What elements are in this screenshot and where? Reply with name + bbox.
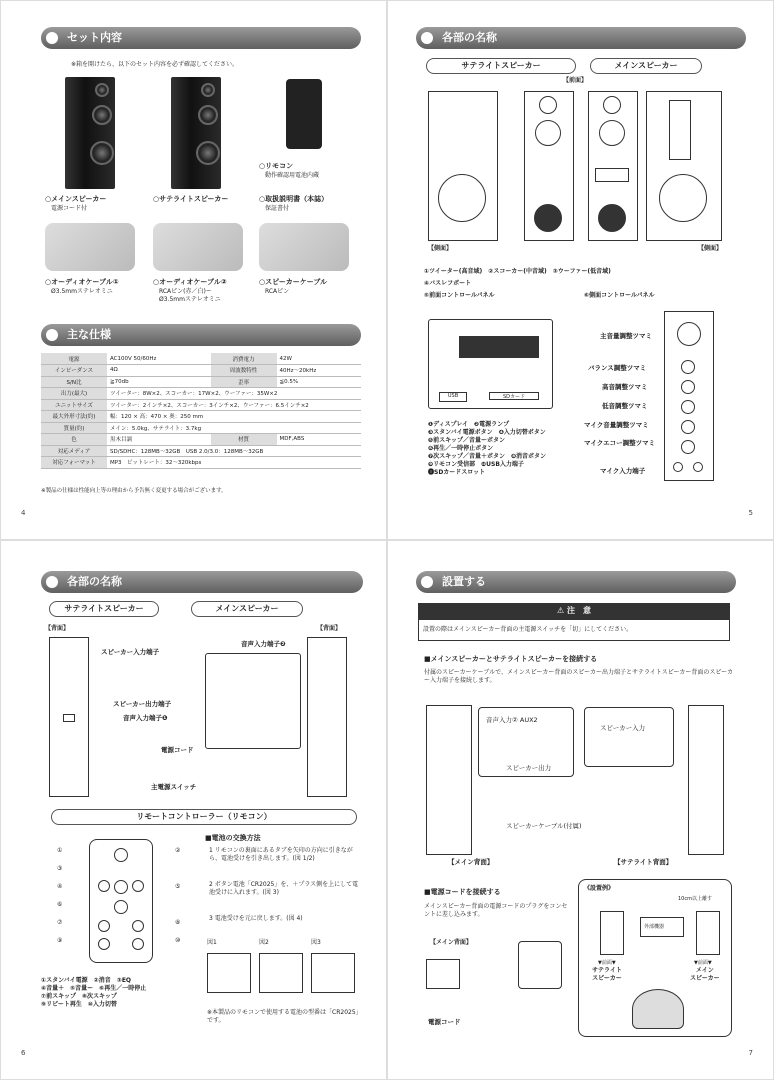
item-main-speaker-sub: 電源コード付 xyxy=(51,205,88,212)
spec-cell: ≧70db xyxy=(107,376,211,388)
fig-3-label: 図3 xyxy=(311,939,321,946)
page-number: 7 xyxy=(748,1049,753,1057)
remote-num-7: ⑦ xyxy=(57,919,63,926)
tab-satellite: サテライトスピーカー xyxy=(426,58,576,74)
satellite-speaker-image xyxy=(171,77,221,189)
example-satellite xyxy=(600,911,624,955)
power-switch-diagram xyxy=(426,959,460,989)
main-back-diagram xyxy=(307,637,347,797)
remote-diagram xyxy=(89,839,153,963)
label-back-left: 【背面】 xyxy=(45,625,70,632)
knob-label-mic-input: マイク入力端子 xyxy=(600,467,646,475)
label-main-power-switch: 主電源スイッチ xyxy=(151,783,197,791)
main-name-label: メイン スピーカー xyxy=(690,967,720,982)
tab-main: メインスピーカー xyxy=(590,58,702,74)
knob-label-main-volume: 主音量調整ツマミ xyxy=(600,332,652,340)
spec-cell: 40Hz〜20kHz xyxy=(277,365,362,377)
main-back-panel-diagram xyxy=(205,653,301,749)
fig-1-label: 図1 xyxy=(207,939,217,946)
spec-row xyxy=(41,376,361,388)
label-power-cord: 電源コード xyxy=(161,746,194,754)
spec-row xyxy=(41,457,361,469)
spec-cell: 対応メディア xyxy=(41,445,107,457)
spec-cell: ツイーター：8W×2、スコーカー：17W×2、ウーファー：35W×2 xyxy=(107,388,361,400)
knob-label-treble: 高音調整ツマミ xyxy=(602,383,648,391)
spec-cell: ツイーター：2インチ×2、スコーカー：3インチ×2、ウーファー：6.5インチ×2 xyxy=(107,399,361,411)
parts-list-3a: ⑤前面コントロールパネル xyxy=(424,292,495,299)
label-side-left: 【側面】 xyxy=(428,245,453,252)
speaker-out-label: スピーカー出力 xyxy=(506,764,552,772)
spec-cell: AC100V 50/60Hz xyxy=(107,353,211,365)
section-header-parts: 各部の名称 xyxy=(416,27,746,49)
spec-cell: ユニットサイズ xyxy=(41,399,107,411)
item-remote-sub: 動作確認用電池内蔵 xyxy=(265,172,320,179)
remote-num-8: ⑧ xyxy=(175,919,181,926)
item-audio-cable-1-sub: Ø3.5mmステレオミニ xyxy=(51,288,113,295)
spec-cell: ≦0.5% xyxy=(277,376,362,388)
sd-slot: SDカード xyxy=(489,392,539,400)
spec-cell: MP3 ビットレート：32〜320kbps xyxy=(107,457,361,469)
parts-list-1: ①ツイーター(高音域) ②スコーカー(中音域) ③ウーファー(低音域) xyxy=(424,268,611,275)
spec-cell: 色 xyxy=(41,434,107,446)
spec-cell: S/N比 xyxy=(41,376,107,388)
spec-row xyxy=(41,411,361,423)
battery-step-3: 3 電池受けを元に戻します。(図 4) xyxy=(209,915,303,922)
connect-title: ■メインスピーカーとサテライトスピーカーを接続する xyxy=(424,655,598,663)
main-back-label: 【メイン背面】 xyxy=(448,858,494,866)
label-speaker-input: スピーカー入力端子 xyxy=(101,648,160,656)
remote-num-2: ② xyxy=(175,847,181,854)
side-control-panel-diagram xyxy=(664,311,714,481)
label-speaker-output: スピーカー出力端子 xyxy=(113,700,172,708)
spec-cell: 黒木目調 xyxy=(107,434,211,446)
tab-satellite: サテライトスピーカー xyxy=(49,601,159,617)
speaker-cable-image xyxy=(259,223,349,271)
spec-cell: 4Ω xyxy=(107,365,211,377)
spec-row xyxy=(41,422,361,434)
spec-cell: インピーダンス xyxy=(41,365,107,377)
item-manual-sub: 保証書付 xyxy=(265,205,290,212)
label-front: 【前面】 xyxy=(563,77,588,84)
spec-cell: 最大外形寸法(約) xyxy=(41,411,107,423)
page-5 xyxy=(387,0,774,540)
spec-cell: 周波数特性 xyxy=(211,365,277,377)
remote-button-list: ①スタンバイ電源 ②消音 ③EQ ④音量＋ ⑤音量ー ⑥再生／一時停止 ⑦前スキップ ⑧次スキップ ⑨リピート再生 ⑩入力切替 xyxy=(41,977,147,1008)
spec-note: ※製品の仕様は性能向上等の理由から予告無く変更する場合がございます。 xyxy=(41,488,227,494)
remote-title: リモートコントローラー（リモコン） xyxy=(51,809,357,825)
spec-cell: 42W xyxy=(277,353,362,365)
knob-label-bass: 低音調整ツマミ xyxy=(602,402,648,410)
listener-illustration xyxy=(632,989,684,1029)
satellite-side-diagram xyxy=(428,91,498,241)
satellite-back-diagram xyxy=(49,637,89,797)
satellite-front-diagram xyxy=(524,91,574,241)
panel-list: ❶ディスプレイ ❷電源ランプ ❸スタンバイ電源ボタン ❹入力切替ボタン ❺前スキップ／音量ーボタン ❻再生／一時停止ボタン ❼次スキップ／音量＋ボタン ❽消音ボタン ❾リモコン受信部 ❿USB入力端子 ⓫SDカードスロット xyxy=(428,421,547,476)
page-4 xyxy=(0,0,387,540)
audio-cable-2-image xyxy=(153,223,243,271)
front-control-panel-diagram xyxy=(428,319,553,409)
outlet-diagram xyxy=(518,941,562,989)
spec-cell: 歪率 xyxy=(211,376,277,388)
main-back-diagram xyxy=(426,705,472,855)
main-side-diagram xyxy=(646,91,722,241)
remote-num-3: ③ xyxy=(57,865,63,872)
spec-cell: 出力(最大) xyxy=(41,388,107,400)
fig-2-label: 図2 xyxy=(259,939,269,946)
battery-step-1: 1 リモコンの裏面にあるタブを矢印の方向に引きながら、電池受けを引き出します。(図 1/2) xyxy=(209,847,353,862)
main-front-label: ▼前面▼ xyxy=(694,960,712,966)
power-text: メインスピーカー背面の電源コードのプラグをコンセントに差し込みます。 xyxy=(424,903,568,918)
spec-row xyxy=(41,434,361,446)
tab-main: メインスピーカー xyxy=(191,601,303,617)
spec-cell: メイン：5.0kg、サテライト：3.7kg xyxy=(107,422,361,434)
remote-num-10: ⑩ xyxy=(175,937,181,944)
example-main xyxy=(696,911,720,955)
contents-note: ※箱を開けたら、以下のセット内容を必ず確認してください。 xyxy=(71,61,239,68)
main-front-diagram xyxy=(588,91,638,241)
fig-2-image xyxy=(259,953,303,993)
item-audio-cable-1: ○オーディオケーブル① xyxy=(45,278,119,286)
item-remote: ○リモコン xyxy=(259,162,294,170)
fig-1-image xyxy=(207,953,251,993)
satellite-back-label: 【サテライト背面】 xyxy=(614,858,673,866)
knob-label-mic-volume: マイク音量調整ツマミ xyxy=(584,421,649,429)
section-header-contents: セット内容 xyxy=(41,27,361,49)
power-title: ■電源コードを接続する xyxy=(424,888,501,896)
spec-table xyxy=(41,353,361,469)
warning-text: 設置の際はメインスピーカー背面の主電源スイッチを「切」にしてください。 xyxy=(418,619,730,641)
spec-cell: 消費電力 xyxy=(211,353,277,365)
label-audio-input-2: 音声入力端子❷ xyxy=(241,640,286,648)
battery-title: ■電池の交換方法 xyxy=(205,834,261,842)
spec-cell: 電源 xyxy=(41,353,107,365)
spec-cell: 材質 xyxy=(211,434,277,446)
page-number: 6 xyxy=(21,1049,26,1057)
gap-label: 10cm以上離す xyxy=(678,896,712,902)
section-header-specs: 主な仕様 xyxy=(41,324,361,346)
external-device-label: 外部機器 xyxy=(644,924,665,930)
label-back-right: 【背面】 xyxy=(317,625,342,632)
remote-image xyxy=(286,79,322,149)
spec-row xyxy=(41,399,361,411)
page-number: 4 xyxy=(21,509,26,517)
audio-cable-1-image xyxy=(45,223,135,271)
speaker-cable-label: スピーカーケーブル(付属) xyxy=(506,822,582,830)
spec-cell: 幅：120 × 高：470 × 奥：250 mm xyxy=(107,411,361,423)
satellite-terminal-zoom xyxy=(584,707,674,767)
main-speaker-image xyxy=(65,77,115,189)
remote-num-1: ① xyxy=(57,847,63,854)
spec-row xyxy=(41,365,361,377)
remote-num-6: ⑥ xyxy=(57,901,63,908)
item-speaker-cable: ○スピーカーケーブル xyxy=(259,278,328,286)
label-side-right: 【側面】 xyxy=(698,245,723,252)
spec-cell: 質量(約) xyxy=(41,422,107,434)
example-title: 《設置例》 xyxy=(584,885,615,892)
page-number: 5 xyxy=(748,509,753,517)
item-main-speaker: ○メインスピーカー xyxy=(45,195,107,203)
remote-num-9: ⑨ xyxy=(57,937,63,944)
sat-name-label: サテライト スピーカー xyxy=(592,967,622,982)
section-header-parts: 各部の名称 xyxy=(41,571,363,593)
power-cord-label: 電源コード xyxy=(428,1018,461,1026)
remote-num-4: ④ xyxy=(57,883,63,890)
item-manual: ○取扱説明書（本誌） xyxy=(259,195,329,203)
item-speaker-cable-sub: RCAピン xyxy=(265,288,290,295)
parts-list-3b: ⑥側面コントロールパネル xyxy=(584,292,655,299)
item-audio-cable-2-sub: RCAピン(赤／白)ー Ø3.5mmステレオミニ xyxy=(159,288,221,303)
knob-label-balance: バランス調整ツマミ xyxy=(588,364,647,372)
parts-list-2: ④バスレフポート xyxy=(424,280,472,287)
sat-front-label: ▼前面▼ xyxy=(598,960,616,966)
speaker-in-label: スピーカー入力 xyxy=(600,724,646,732)
page-7 xyxy=(387,540,774,1080)
spec-cell: SD/SDHC：128MB〜32GB USB 2.0/3.0：128MB〜32GB xyxy=(107,445,361,457)
audio-in-label: 音声入力② AUX2 xyxy=(486,716,538,724)
spec-row xyxy=(41,388,361,400)
label-audio-input-1: 音声入力端子❶ xyxy=(123,714,168,722)
section-header-setup: 設置する xyxy=(416,571,736,593)
spec-cell: 対応フォーマット xyxy=(41,457,107,469)
spec-row xyxy=(41,445,361,457)
main-back-label-2: 【メイン背面】 xyxy=(430,939,472,946)
spec-cell: MDF,ABS xyxy=(277,434,362,446)
page-6 xyxy=(0,540,387,1080)
remote-num-5: ⑤ xyxy=(175,883,181,890)
item-audio-cable-2: ○オーディオケーブル② xyxy=(153,278,227,286)
fig-3-image xyxy=(311,953,355,993)
spec-row xyxy=(41,353,361,365)
battery-note: ※本製品のリモコンで使用する電池の型番は「CR2025」です。 xyxy=(207,1009,362,1024)
usb-port: USB xyxy=(439,392,467,402)
battery-step-2: 2 ボタン電池「CR2025」を、＋プラス側を上にして電池受けに入れます。(図 3) xyxy=(209,881,359,896)
warning-title: ⚠ 注 意 xyxy=(418,603,730,619)
item-satellite-speaker: ○サテライトスピーカー xyxy=(153,195,229,203)
knob-label-mic-echo: マイクエコー調整ツマミ xyxy=(584,439,656,447)
connect-text: 付属のスピーカーケーブルで、メインスピーカー背面のスピーカー出力端子とサテライトスピーカー背面のスピーカー入力端子を接続します。 xyxy=(424,669,734,684)
satellite-back-diagram xyxy=(688,705,724,855)
